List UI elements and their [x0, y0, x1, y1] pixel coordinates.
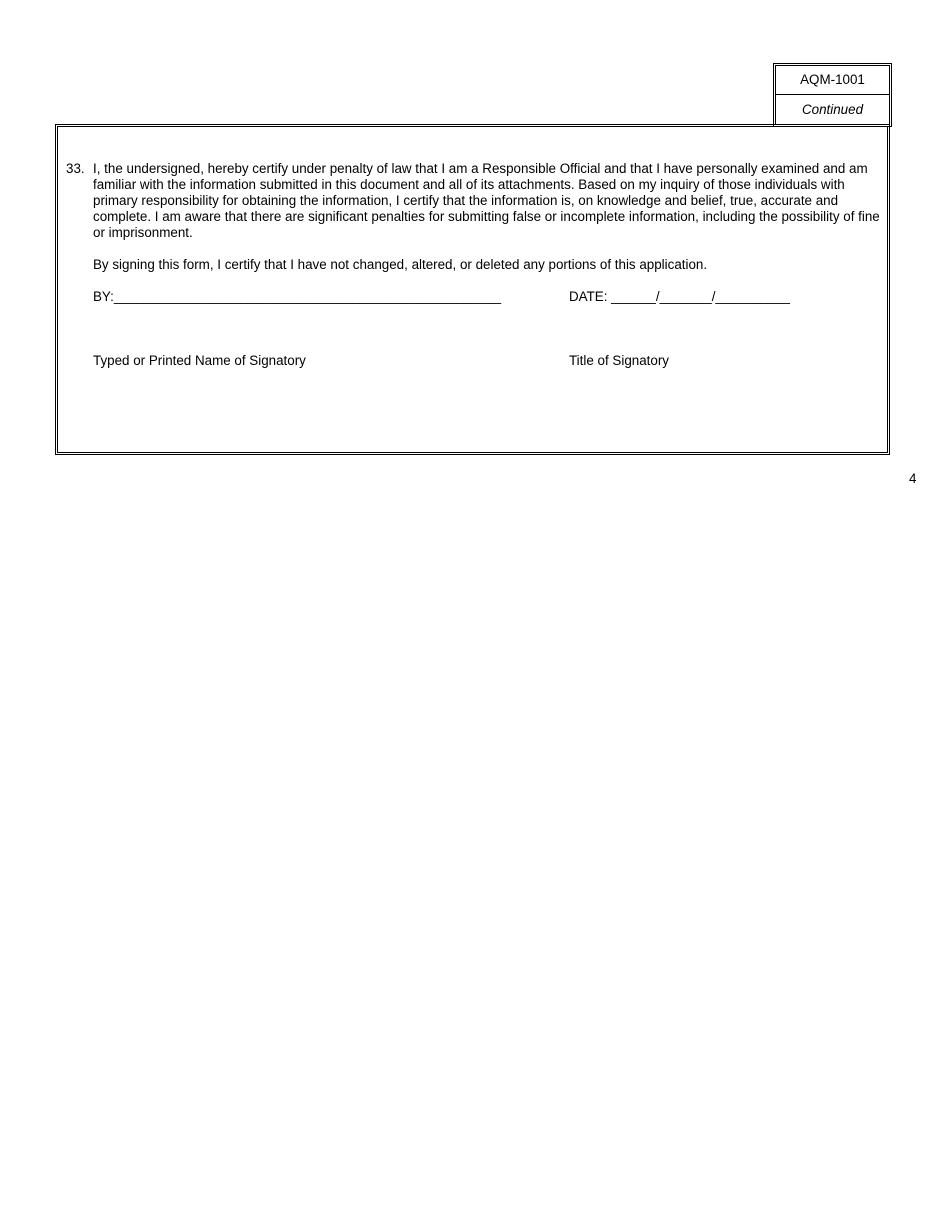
signing-statement: By signing this form, I certify that I have not changed, altered, or deleted any portions of this application.	[93, 257, 708, 272]
form-status: Continued	[801, 102, 864, 117]
certification-section	[55, 124, 890, 455]
signatory-title-label: Title of Signatory	[569, 353, 669, 368]
form-id-box	[773, 63, 892, 127]
form-code: AQM-1001	[776, 66, 889, 95]
page-number: 4	[909, 471, 917, 486]
item-number: 33.	[66, 161, 85, 176]
certification-item	[66, 161, 881, 241]
signatory-name-label: Typed or Printed Name of Signatory	[93, 353, 306, 368]
date-line[interactable]: DATE: ______/_______/__________	[569, 289, 790, 304]
certification-text: I, the undersigned, hereby certify under penalty of law that I am a Responsible Official and that I have personally examined and am familiar with the information submitted in this document and all of its attachments. Based on my inquiry of those individuals with primary responsibility for obtaining the information, I certify that the information is, on knowledge and belief, true, accurate and complete. I am aware that there are significant penalties for submitting false or incomplete information, including the possibility of fine or imprisonment.	[93, 161, 880, 240]
signature-line[interactable]: BY:____________________________________________________	[93, 289, 502, 304]
